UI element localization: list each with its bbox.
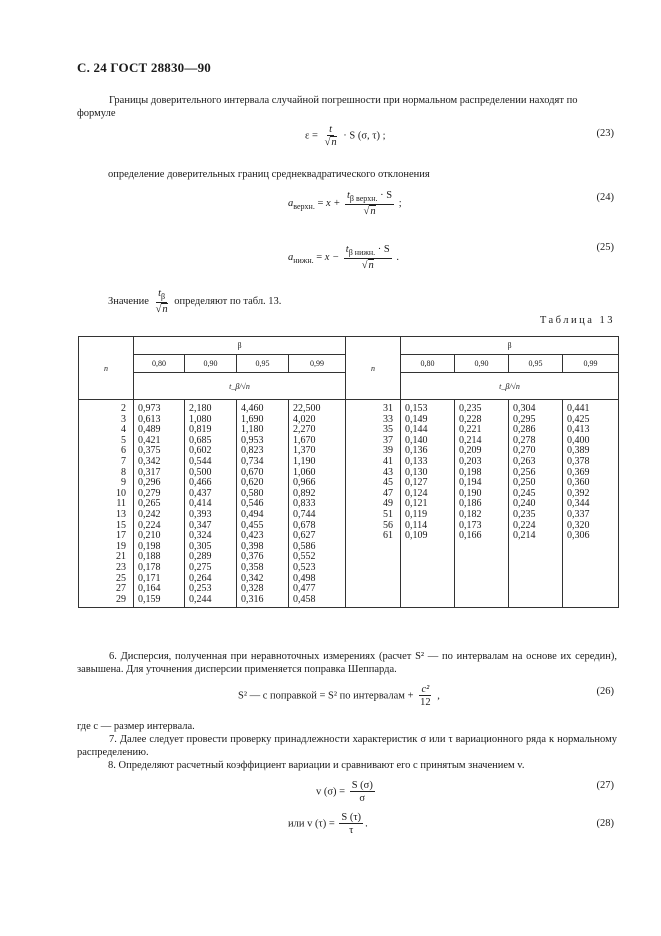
- table-cell: 0,164: [138, 583, 161, 595]
- table-cell: 51: [383, 508, 394, 520]
- table-cell: 0,734: [241, 455, 264, 467]
- beta-header-left: β: [134, 337, 346, 355]
- table-cell: 0,324: [189, 530, 212, 542]
- eq23-num: t: [329, 124, 333, 135]
- table-cell: 0,194: [459, 477, 482, 489]
- table-cell: 2,270: [293, 424, 316, 436]
- table-cell: 0,127: [405, 477, 428, 489]
- table-cell: 0,235: [513, 508, 536, 520]
- paragraph-intro: Границы доверительного интервала случайной погрешности при нормальном распределении находят по формуле: [77, 95, 578, 119]
- table-cell: 0,369: [567, 466, 590, 478]
- table-cell: 39: [383, 445, 394, 457]
- table-cell: 0,305: [189, 540, 212, 552]
- table-cell: 1,190: [293, 455, 316, 467]
- table-cell: 0,214: [459, 434, 482, 446]
- table-cell: 0,421: [138, 434, 161, 446]
- table-cell: 0,973: [138, 403, 161, 414]
- table-cell: 0,344: [567, 498, 590, 510]
- table-cell: 0,892: [293, 487, 316, 499]
- table-cell: 0,256: [513, 466, 536, 478]
- table-cell: 0,544: [189, 455, 212, 467]
- table-cell: 0,166: [459, 530, 482, 542]
- table-cell: 19: [116, 540, 126, 552]
- table-cell: 0,580: [241, 487, 264, 499]
- table-cell: 0,498: [293, 572, 316, 584]
- cells-r3: [563, 400, 619, 608]
- table-cell: 15: [116, 519, 126, 531]
- table-cell: 0,477: [293, 583, 316, 595]
- eq23-number: (23): [596, 128, 614, 139]
- table-cell: 1,180: [241, 424, 264, 436]
- table-cell: 0,425: [567, 413, 590, 425]
- beta-col: 0,95: [237, 355, 289, 373]
- table-cell: 25: [116, 572, 126, 584]
- col-n-right: n: [346, 337, 401, 400]
- table-cell: 22,500: [293, 403, 321, 414]
- table-cell: 0,121: [405, 498, 428, 510]
- eq24-s: · S: [380, 190, 393, 201]
- table-cell: 4,460: [241, 403, 264, 414]
- eq24-var: a: [288, 197, 294, 209]
- table-cell: 3: [121, 413, 126, 425]
- table-cell: 0,270: [513, 445, 536, 457]
- cells-l2: [237, 400, 289, 608]
- eq23-lhs: ε =: [305, 130, 318, 142]
- eq25-end: .: [396, 251, 400, 263]
- table-cell: 0,678: [293, 519, 316, 531]
- table-cell: 0,500: [189, 466, 212, 478]
- table-cell: 7: [121, 455, 126, 467]
- table-cell: 43: [383, 466, 394, 478]
- value-note-den: n: [162, 304, 168, 316]
- table-cell: 0,114: [405, 519, 428, 531]
- equation-27: [316, 780, 377, 804]
- table-cell: 0,221: [459, 424, 482, 436]
- table-cell: 0,159: [138, 593, 161, 605]
- table-cell: 0,188: [138, 551, 161, 563]
- table-cell: 0,627: [293, 530, 316, 542]
- table-cell: 0,264: [189, 572, 212, 584]
- page-header: С. 24 ГОСТ 28830—90: [77, 60, 211, 75]
- beta-col: 0,80: [401, 355, 455, 373]
- table-cell: 0,393: [189, 508, 212, 520]
- table-cell: 6: [121, 445, 126, 457]
- table-cell: 0,337: [567, 508, 590, 520]
- eq24-t: t: [346, 190, 350, 201]
- cells-n-right: [346, 400, 401, 608]
- table-cell: 0,376: [241, 551, 264, 563]
- table-cell: 0,244: [189, 593, 212, 605]
- table-cell: 0,182: [459, 508, 482, 520]
- value-note: Значение $\frac{t_\beta}{√n}$ определяют по табл. 13.: [108, 288, 282, 316]
- eq25-number: (25): [596, 242, 614, 253]
- eq28-pre: или: [288, 818, 305, 830]
- paragraph-8: 8. Определяют расчетный коэффициент вариации и сравнивают его с принятым значением v.: [108, 760, 525, 771]
- table-cell: 0,375: [138, 445, 161, 457]
- table-cell: 0,423: [241, 530, 264, 542]
- table-cell: 56: [383, 519, 394, 531]
- table-cell: 0,295: [513, 413, 536, 425]
- table-cell: 0,389: [567, 445, 590, 457]
- table-cell: 1,080: [189, 413, 212, 425]
- table-cell: 0,833: [293, 498, 316, 510]
- table-cell: 0,224: [513, 519, 536, 531]
- subheader-right: t_β/√n: [401, 373, 619, 400]
- cells-r1: [455, 400, 509, 608]
- table-cell: 0,203: [459, 455, 482, 467]
- table-cell: 0,278: [513, 434, 536, 446]
- table-cell: 0,317: [138, 466, 161, 478]
- eq26-number: (26): [596, 686, 614, 697]
- eq25-den: n: [368, 260, 374, 272]
- table-cell: 0,455: [241, 519, 264, 531]
- eq24-den: n: [370, 206, 376, 218]
- table-cell: 0,342: [241, 572, 264, 584]
- subheader-left: t_β/√n: [134, 373, 346, 400]
- table-cell: 0,342: [138, 455, 161, 467]
- table-cell: 29: [116, 593, 126, 605]
- table-cell: 1,370: [293, 445, 316, 457]
- eq26-den: 12: [420, 697, 431, 708]
- table-cell: 0,316: [241, 593, 264, 605]
- table-cell: 0,392: [567, 487, 590, 499]
- table-title: Таблица 13: [539, 315, 615, 326]
- table-cell: 0,744: [293, 508, 316, 520]
- eq25-s: · S: [377, 244, 390, 255]
- equation-28: [288, 812, 368, 836]
- equation-25: $a_{нижн.} = x$ − $\frac{t_{\beta нижн.} \cdot S}{√n}$ .: [288, 244, 400, 272]
- equation-23: ε = $\frac{t}{√n}$ · S (σ, τ) ;: [305, 124, 386, 148]
- table-cell: 0,198: [459, 466, 482, 478]
- table-cell: 47: [383, 487, 394, 499]
- table-cell: 0,953: [241, 434, 264, 446]
- beta-col: 0,80: [134, 355, 185, 373]
- table-cell: 0,144: [405, 424, 428, 436]
- table-cell: 0,304: [513, 403, 536, 414]
- paragraph-6: 6. Дисперсия, полученная при неравноточных измерениях (расчет S² — по интервалам на основе их середин), завышена. Для уточнения дисперсии применяется поправка Шеппарда.: [77, 651, 617, 675]
- eq25-t: t: [345, 244, 349, 255]
- table-cell: 0,178: [138, 561, 161, 573]
- paragraph-c: где c — размер интервала.: [77, 721, 195, 732]
- table-cell: 61: [383, 530, 394, 542]
- table-cell: 1,060: [293, 466, 316, 478]
- paragraph-bounds: определение доверительных границ среднеквадратического отклонения: [108, 169, 430, 180]
- table-cell: 0,133: [405, 455, 428, 467]
- eq23-rhs: · S (σ, τ) ;: [343, 130, 386, 142]
- value-note-post: определяют по табл. 13.: [174, 295, 282, 307]
- paragraph-7: 7. Далее следует провести проверку принадлежности характеристик σ или τ вариационного ряда к нормальному распределению.: [77, 734, 617, 758]
- eq24-end: ;: [398, 197, 402, 209]
- eq25-sub: нижн.: [293, 256, 314, 266]
- table-cell: 0,279: [138, 487, 161, 499]
- table-cell: 1,670: [293, 434, 316, 446]
- table-cell: 41: [383, 455, 394, 467]
- table-cell: 0,613: [138, 413, 161, 425]
- table-cell: 8: [121, 466, 126, 478]
- table-cell: 0,171: [138, 572, 161, 584]
- table-cell: 0,306: [567, 530, 590, 542]
- table-cell: 0,620: [241, 477, 264, 489]
- table-cell: 0,250: [513, 477, 536, 489]
- table-cell: 0,400: [567, 434, 590, 446]
- table-cell: 0,275: [189, 561, 212, 573]
- eq24-sub: верхн.: [293, 202, 315, 212]
- table-cell: 0,378: [567, 455, 590, 467]
- eq25-eq: =: [316, 251, 323, 263]
- table-cell: 0,437: [189, 487, 212, 499]
- cells-l3: [289, 400, 346, 608]
- eq23-den: n: [331, 137, 337, 148]
- table-cell: 0,358: [241, 561, 264, 573]
- table-cell: 0,190: [459, 487, 482, 499]
- eq25-x: x −: [324, 251, 340, 263]
- table-cell: 0,458: [293, 593, 316, 605]
- value-note-pre: Значение: [108, 295, 149, 307]
- beta-col: 0,90: [185, 355, 237, 373]
- cells-l0: [134, 400, 185, 608]
- table-cell: 0,552: [293, 551, 316, 563]
- table-cell: 0,140: [405, 434, 428, 446]
- table-cell: 0,109: [405, 530, 428, 542]
- table-cell: 4,020: [293, 413, 316, 425]
- table-cell: 45: [383, 477, 394, 489]
- table-cell: 27: [116, 583, 126, 595]
- table-cell: 0,670: [241, 466, 264, 478]
- table-cell: 0,602: [189, 445, 212, 457]
- table-cell: 49: [383, 498, 394, 510]
- table-cell: 0,546: [241, 498, 264, 510]
- table-cell: 0,242: [138, 508, 161, 520]
- table-cell: 33: [383, 413, 394, 425]
- table-cell: 37: [383, 434, 394, 446]
- table-cell: 0,286: [513, 424, 536, 436]
- table-cell: 5: [121, 434, 126, 446]
- cells-n-left: [79, 400, 134, 608]
- table-cell: 0,235: [459, 403, 482, 414]
- table-cell: 0,224: [138, 519, 161, 531]
- table-cell: 0,153: [405, 403, 428, 414]
- table-cell: 0,685: [189, 434, 212, 446]
- table-cell: 0,149: [405, 413, 428, 425]
- table-cell: 0,124: [405, 487, 428, 499]
- table-cell: 0,209: [459, 445, 482, 457]
- table-cell: 0,198: [138, 540, 161, 552]
- cells-r2: [509, 400, 563, 608]
- beta-col: 0,95: [509, 355, 563, 373]
- table-cell: 11: [116, 498, 126, 510]
- eq24-eq: =: [317, 197, 324, 209]
- table-cell: 0,265: [138, 498, 161, 510]
- value-note-t: t: [158, 288, 162, 299]
- eq28-end: .: [365, 818, 368, 830]
- col-n-left: n: [79, 337, 134, 400]
- table-cell: 2: [121, 403, 126, 414]
- table-cell: 0,186: [459, 498, 482, 510]
- table-cell: 0,253: [189, 583, 212, 595]
- table-cell: 0,494: [241, 508, 264, 520]
- table-cell: 23: [116, 561, 126, 573]
- eq28-lhs: v (τ) =: [307, 818, 335, 830]
- table-cell: 1,690: [241, 413, 264, 425]
- table-cell: 0,245: [513, 487, 536, 499]
- table-cell: 0,173: [459, 519, 482, 531]
- eq27-lhs: v (σ) =: [316, 786, 346, 798]
- table-cell: 0,823: [241, 445, 264, 457]
- beta-header-right: β: [401, 337, 619, 355]
- equation-26: [238, 684, 440, 708]
- beta-col: 0,90: [455, 355, 509, 373]
- cells-l1: [185, 400, 237, 608]
- table-cell: 0,289: [189, 551, 212, 563]
- eq27-number: (27): [596, 780, 614, 791]
- eq26-num: c²: [421, 684, 430, 695]
- eq28-num: S (τ): [341, 812, 362, 823]
- eq25-tsub: β нижн.: [348, 248, 376, 258]
- table-cell: 13: [116, 508, 126, 520]
- table-cell: 0,441: [567, 403, 590, 414]
- table-cell: 0,586: [293, 540, 316, 552]
- table-cell: 0,819: [189, 424, 212, 436]
- equation-24: $a_{верхн.} = x$ + $\frac{t_{\beta верхн.} \cdot S}{√n}$ ;: [288, 190, 402, 218]
- table-cell: 4: [121, 424, 126, 436]
- value-note-tsub: β: [161, 292, 166, 302]
- table-cell: 0,263: [513, 455, 536, 467]
- eq24-x: x +: [325, 197, 341, 209]
- table-cell: 0,489: [138, 424, 161, 436]
- eq24-number: (24): [596, 192, 614, 203]
- table-cell: 0,398: [241, 540, 264, 552]
- table-cell: 0,136: [405, 445, 428, 457]
- table-cell: 10: [116, 487, 126, 499]
- table-cell: 35: [383, 424, 394, 436]
- eq28-number: (28): [596, 818, 614, 829]
- cells-r0: [401, 400, 455, 608]
- beta-col: 0,99: [563, 355, 619, 373]
- table-cell: 0,966: [293, 477, 316, 489]
- table-cell: 0,320: [567, 519, 590, 531]
- eq25-var: a: [288, 251, 294, 263]
- eq24-tsub: β верхн.: [349, 194, 378, 204]
- eq28-den: τ: [349, 825, 354, 836]
- table-cell: 0,466: [189, 477, 212, 489]
- table-cell: 0,414: [189, 498, 212, 510]
- table-cell: 0,523: [293, 561, 316, 573]
- eq27-num: S (σ): [351, 780, 373, 791]
- table-cell: 0,328: [241, 583, 264, 595]
- eq27-den: σ: [359, 793, 366, 804]
- table-cell: 9: [121, 477, 126, 489]
- table-cell: 0,347: [189, 519, 212, 531]
- beta-col: 0,99: [289, 355, 346, 373]
- table-cell: 0,228: [459, 413, 482, 425]
- table-cell: 0,413: [567, 424, 590, 436]
- table-cell: 17: [116, 530, 126, 542]
- table-cell: 0,130: [405, 466, 428, 478]
- table-cell: 0,296: [138, 477, 161, 489]
- eq26-end: ,: [437, 690, 440, 702]
- table-cell: 21: [116, 551, 126, 563]
- eq26-lhs: S² — с поправкой = S² по интервалам +: [238, 690, 414, 702]
- table-cell: 0,119: [405, 508, 428, 520]
- table-cell: 0,210: [138, 530, 161, 542]
- table-cell: 2,180: [189, 403, 212, 414]
- table-cell: 0,214: [513, 530, 536, 542]
- table-cell: 31: [383, 403, 394, 414]
- table-13: [78, 336, 619, 608]
- table-cell: 0,240: [513, 498, 536, 510]
- table-cell: 0,360: [567, 477, 590, 489]
